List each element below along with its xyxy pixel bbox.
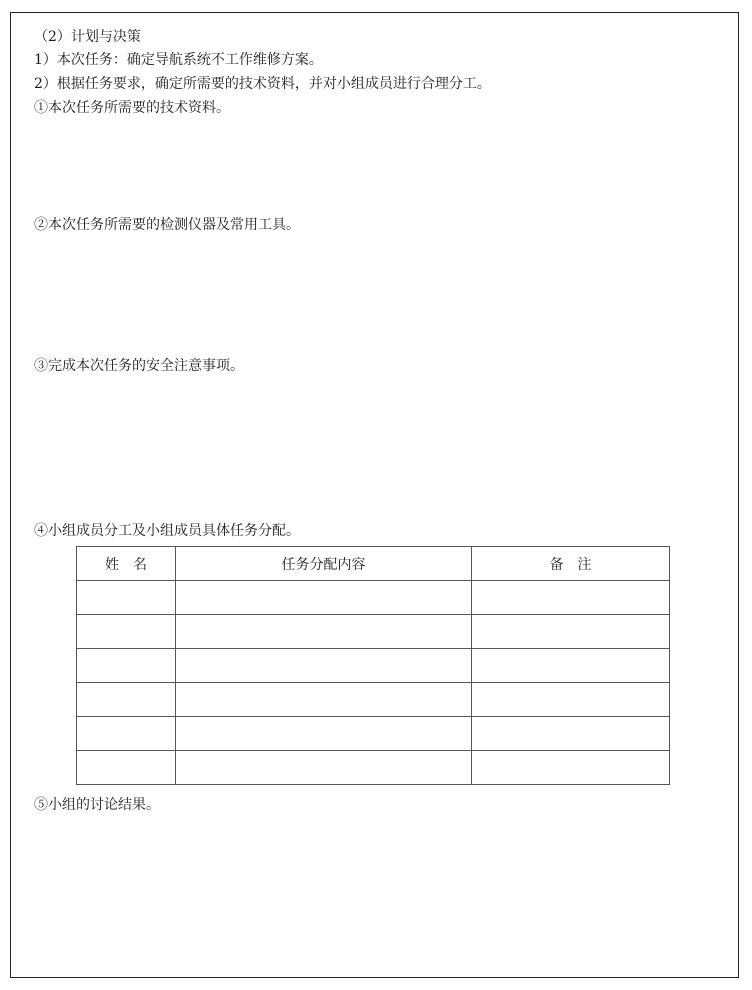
name-cell[interactable] bbox=[77, 581, 176, 615]
remarks-cell[interactable] bbox=[472, 751, 670, 785]
header-remarks: 备 注 bbox=[472, 547, 670, 581]
name-cell[interactable] bbox=[77, 615, 176, 649]
table-row bbox=[77, 751, 670, 785]
assignment-table bbox=[76, 546, 670, 785]
name-cell[interactable] bbox=[77, 649, 176, 683]
question-discussion-result: ⑤小组的讨论结果。 bbox=[34, 797, 160, 813]
task-statement: 1）本次任务：确定导航系统不工作维修方案。 bbox=[34, 52, 323, 68]
header-task-content: 任务分配内容 bbox=[176, 547, 472, 581]
question-safety-notes: ③完成本次任务的安全注意事项。 bbox=[34, 358, 244, 374]
name-cell[interactable] bbox=[77, 683, 176, 717]
task-cell[interactable] bbox=[176, 615, 472, 649]
page-border bbox=[10, 12, 739, 978]
table-row bbox=[77, 581, 670, 615]
remarks-cell[interactable] bbox=[472, 581, 670, 615]
question-team-assignment: ④小组成员分工及小组成员具体任务分配。 bbox=[34, 523, 300, 539]
remarks-cell[interactable] bbox=[472, 649, 670, 683]
table-row bbox=[77, 615, 670, 649]
section-heading: （2）计划与决策 bbox=[34, 29, 141, 45]
remarks-cell[interactable] bbox=[472, 615, 670, 649]
header-name: 姓 名 bbox=[77, 547, 176, 581]
table-row bbox=[77, 717, 670, 751]
task-cell[interactable] bbox=[176, 683, 472, 717]
table-row bbox=[77, 683, 670, 717]
task-cell[interactable] bbox=[176, 649, 472, 683]
name-cell[interactable] bbox=[77, 717, 176, 751]
remarks-cell[interactable] bbox=[472, 717, 670, 751]
table-row bbox=[77, 649, 670, 683]
task-requirement: 2）根据任务要求，确定所需要的技术资料，并对小组成员进行合理分工。 bbox=[34, 76, 491, 92]
task-cell[interactable] bbox=[176, 581, 472, 615]
name-cell[interactable] bbox=[77, 751, 176, 785]
question-instruments-tools: ②本次任务所需要的检测仪器及常用工具。 bbox=[34, 217, 300, 233]
question-tech-materials: ①本次任务所需要的技术资料。 bbox=[34, 100, 230, 116]
task-cell[interactable] bbox=[176, 717, 472, 751]
task-cell[interactable] bbox=[176, 751, 472, 785]
remarks-cell[interactable] bbox=[472, 683, 670, 717]
table-header-row bbox=[77, 547, 670, 581]
